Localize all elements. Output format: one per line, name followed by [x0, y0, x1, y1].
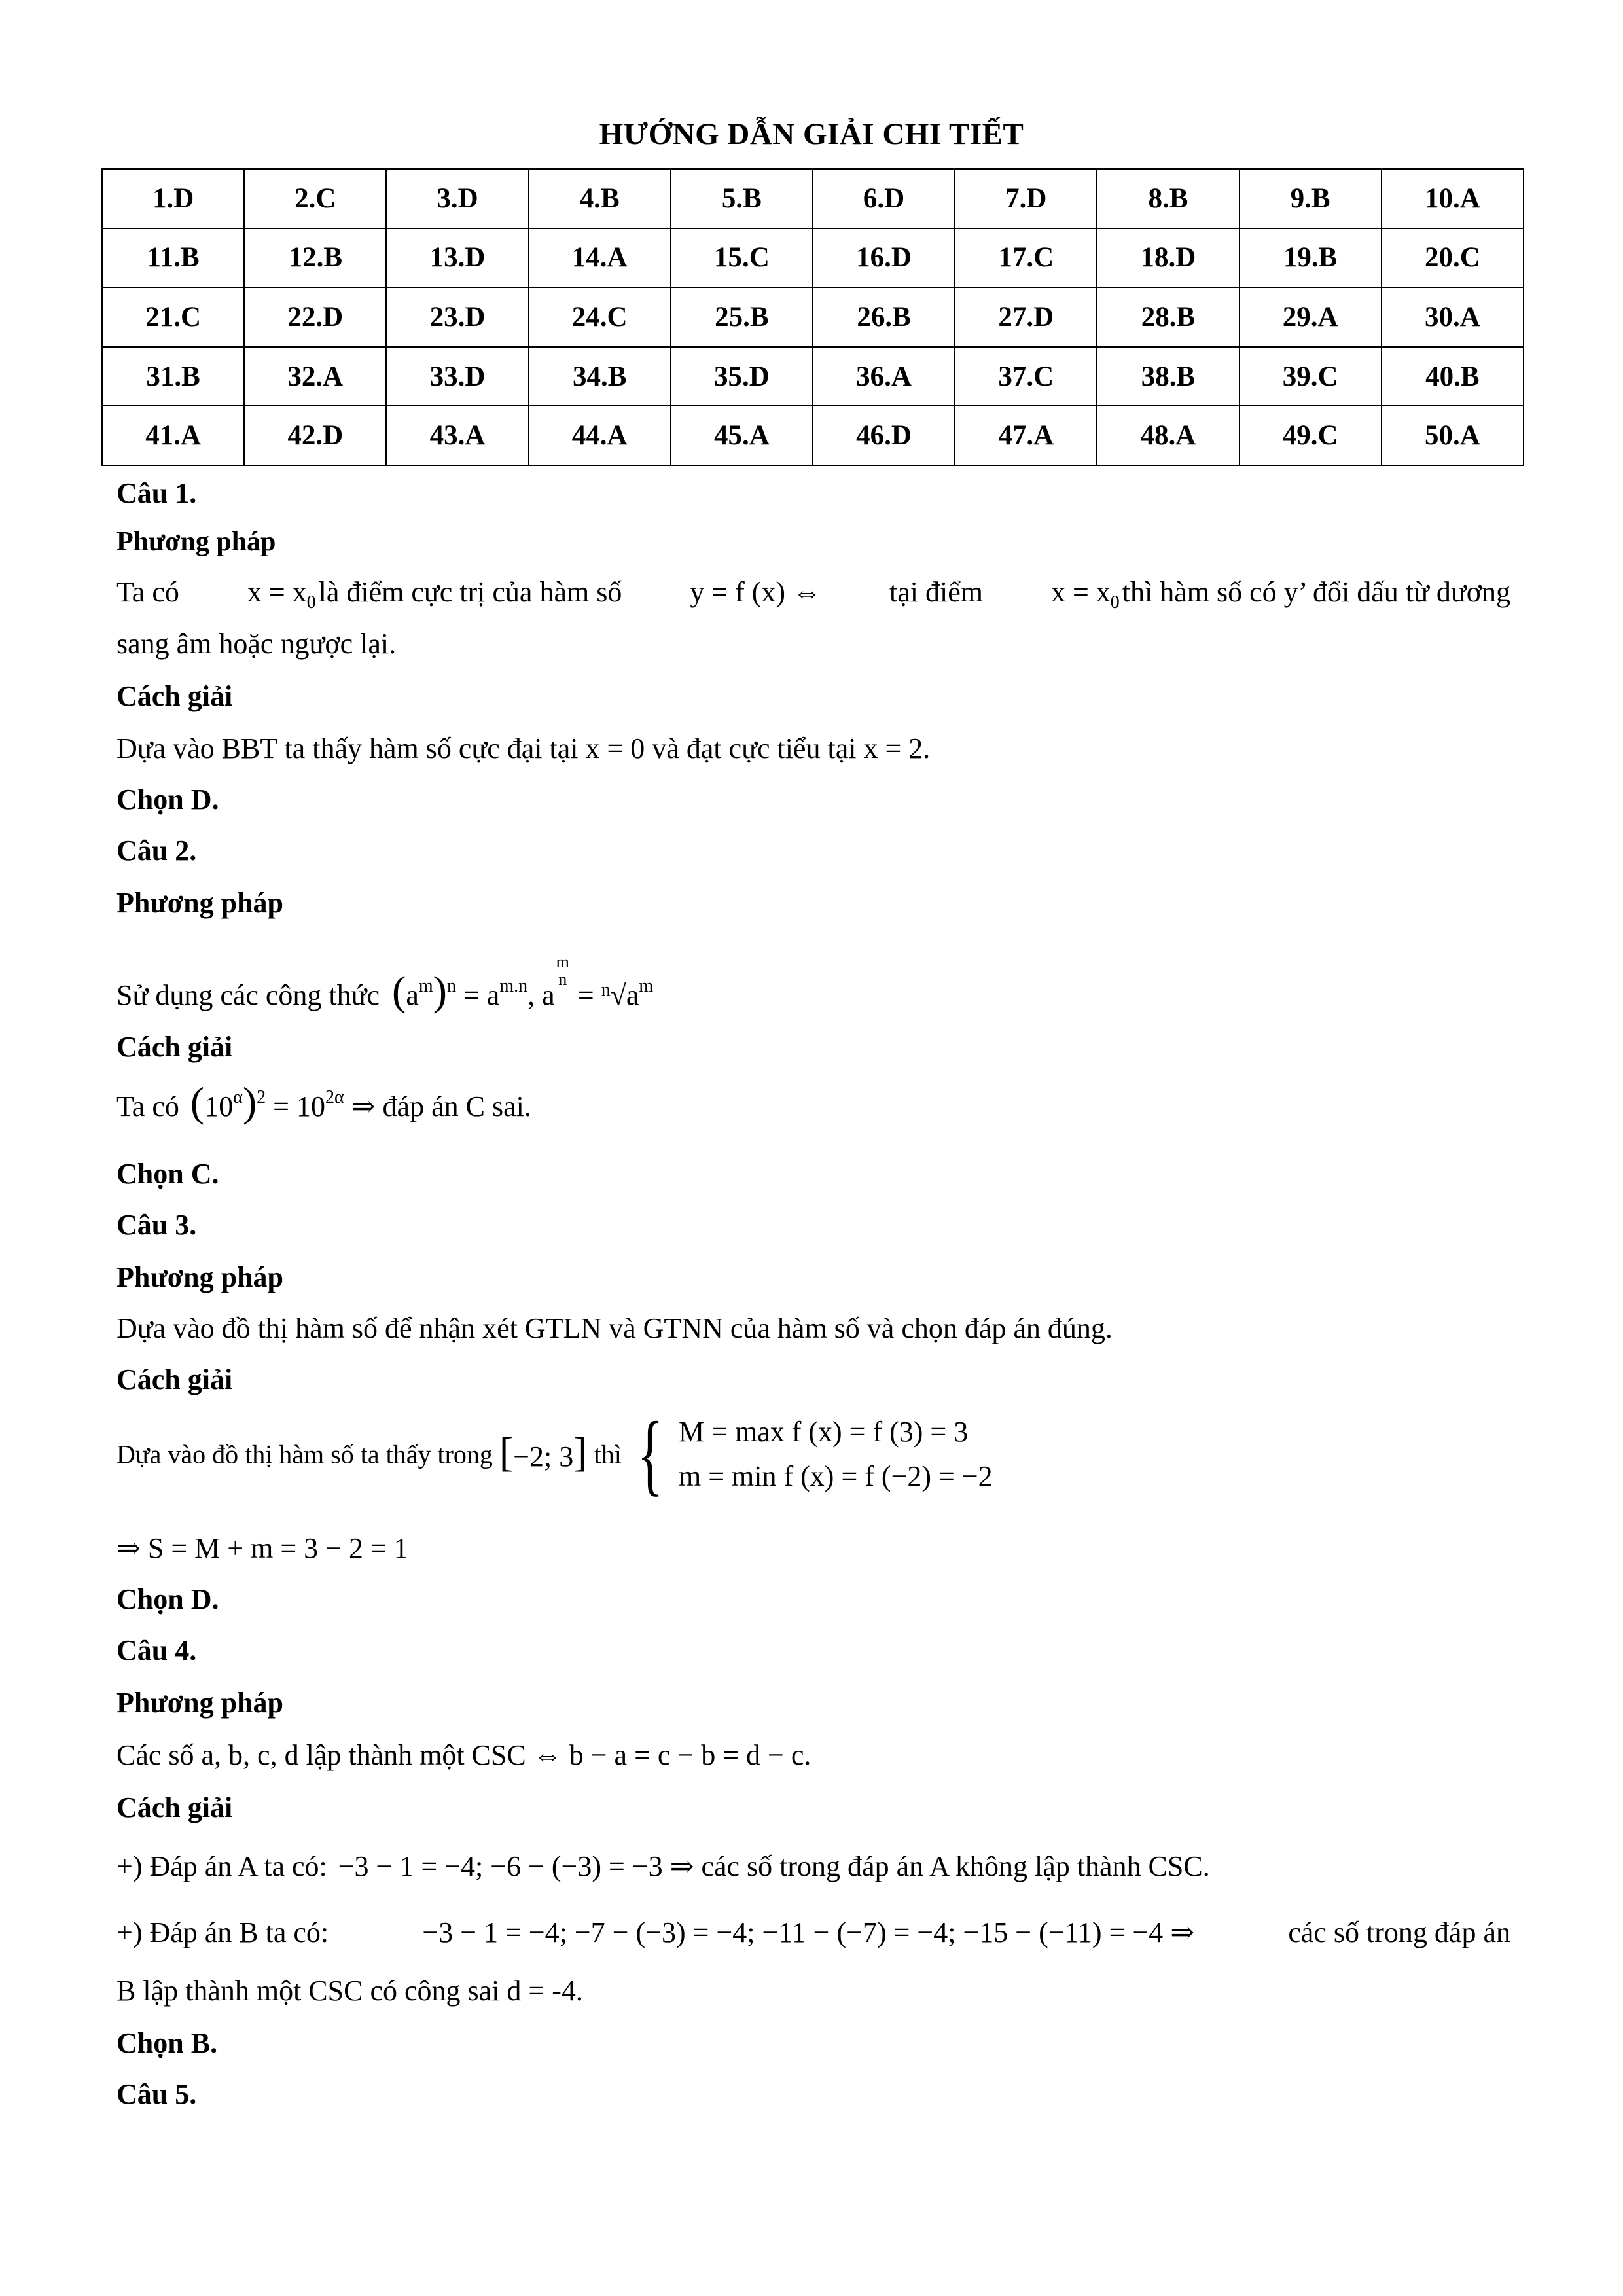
q4-heading: Câu 4. — [116, 1634, 197, 1666]
q1-eq-x0b: $x = x_0thì$ hàm số có y’ đổi dấu từ dương — [1050, 576, 1510, 613]
answer-cell: 4.B — [529, 169, 671, 228]
answer-cell: 41.A — [102, 406, 244, 465]
answer-cell: 45.A — [671, 406, 813, 465]
answer-cell: 31.B — [102, 347, 244, 406]
q1-method-part4: thì hàm số có y’ đổi dấu từ dương — [1122, 576, 1510, 608]
q4-method-label: Phương pháp — [116, 1687, 283, 1719]
q1-method-part2: là điểm cực trị của hàm số — [318, 576, 622, 608]
answer-cell: 10.A — [1382, 169, 1524, 228]
answer-cell: 43.A — [386, 406, 528, 465]
q4-solution-label: Cách giải — [116, 1791, 233, 1823]
answer-cell: 34.B — [529, 347, 671, 406]
q4-sol-a-eq: −3 − 1 = −4; −6 − (−3) = −3 — [338, 1850, 663, 1882]
q1-eq-fx: y = f (x) ⇔ — [690, 576, 822, 608]
page-title: HƯỚNG DẪN GIẢI CHI TIẾT — [599, 117, 1024, 151]
answer-row — [102, 228, 1524, 288]
q4-equiv: ⇔ — [533, 1739, 569, 1771]
answer-cell: 21.C — [102, 287, 244, 347]
answer-row — [102, 169, 1524, 228]
q2-heading: Câu 2. — [116, 834, 197, 867]
q1-eq-x0: $x = x_0là$ điểm cực trị của hàm số — [247, 576, 622, 613]
q3-heading: Câu 3. — [116, 1209, 197, 1241]
q2-method-text — [116, 954, 653, 1012]
q2-solution-text — [116, 1079, 531, 1125]
q1-heading: Câu 1. — [116, 477, 197, 509]
answer-cell: 47.A — [955, 406, 1097, 465]
answer-cell: 29.A — [1240, 287, 1382, 347]
q4-sol-a-post: các số trong đáp án A không lập thành CSC. — [701, 1850, 1210, 1882]
answer-cell: 2.C — [244, 169, 386, 228]
answer-cell: 1.D — [102, 169, 244, 228]
answer-cell: 28.B — [1097, 287, 1239, 347]
q3-result: ⇒ S = M + m = 3 − 2 = 1 — [116, 1532, 408, 1564]
q4-sol-b-post: các số trong đáp án — [1288, 1916, 1510, 1948]
q3-system-line1: M = max f (x) = f (3) = 3 — [679, 1416, 969, 1448]
q2-solution-pre: Ta có — [116, 1090, 179, 1122]
q4-choice: Chọn B. — [116, 2027, 218, 2059]
q4-sol-a-pre: +) Đáp án A ta có: — [116, 1850, 327, 1882]
answer-cell: 9.B — [1240, 169, 1382, 228]
q3-result-text: S = M + m = 3 − 2 = 1 — [147, 1532, 408, 1564]
answer-cell: 13.D — [386, 228, 528, 288]
q2-method-words: Sử dụng các công thức — [116, 979, 380, 1011]
q3-solution-mid: thì — [594, 1439, 622, 1469]
q2-formula: $(a^m)^n = a^{m.n}$, a $\frac{m}{n}$ = $^n√a^m$ — [392, 952, 654, 1014]
answer-row — [102, 287, 1524, 347]
answer-cell: 40.B — [1382, 347, 1524, 406]
answer-table — [101, 168, 1524, 466]
answer-cell: 11.B — [102, 228, 244, 288]
q5-heading: Câu 5. — [116, 2078, 197, 2110]
answer-cell: 5.B — [671, 169, 813, 228]
answer-cell: 15.C — [671, 228, 813, 288]
q2-choice: Chọn C. — [116, 1158, 219, 1190]
answer-cell: 6.D — [813, 169, 955, 228]
answer-cell: 12.B — [244, 228, 386, 288]
q2-eq: $(10^\alpha)^2 = 10^{2\alpha}$ ⇒ — [190, 1079, 376, 1125]
q2-solution-post: đáp án C sai. — [382, 1090, 531, 1122]
q3-interval: [−2; 3] — [499, 1429, 588, 1475]
q4-sol-b-pre: +) Đáp án B ta có: — [116, 1916, 329, 1948]
q2-solution-label: Cách giải — [116, 1031, 233, 1063]
answer-cell: 23.D — [386, 287, 528, 347]
q2-method-label: Phương pháp — [116, 887, 283, 919]
answer-cell: 18.D — [1097, 228, 1239, 288]
q3-system-line2: m = min f (x) = f (−2) = −2 — [679, 1460, 993, 1492]
q3-solution-pre: Dựa vào đồ thị hàm số ta thấy trong — [116, 1439, 493, 1469]
q3-choice: Chọn D. — [116, 1583, 219, 1615]
q1-solution-text: Dựa vào BBT ta thấy hàm số cực đại tại x = 0 và đạt cực tiểu tại x = 2. — [116, 732, 931, 764]
q4-solution-a — [116, 1850, 1210, 1883]
answer-cell: 19.B — [1240, 228, 1382, 288]
answer-cell: 27.D — [955, 287, 1097, 347]
q4-solution-b-cont: B lập thành một CSC có công sai d = -4. — [116, 1975, 583, 2007]
q1-method-part3: tại điểm — [889, 576, 983, 608]
q3-solution-text — [116, 1403, 993, 1505]
q1-solution-label: Cách giải — [116, 680, 233, 712]
answer-cell: 14.A — [529, 228, 671, 288]
answer-cell: 35.D — [671, 347, 813, 406]
q1-choice: Chọn D. — [116, 783, 219, 816]
q4-method-text — [116, 1738, 811, 1772]
answer-cell: 20.C — [1382, 228, 1524, 288]
answer-cell: 42.D — [244, 406, 386, 465]
answer-row — [102, 406, 1524, 465]
answer-cell: 46.D — [813, 406, 955, 465]
q3-method-text: Dựa vào đồ thị hàm số để nhận xét GTLN và GTNN của hàm số và chọn đáp án đúng. — [116, 1312, 1113, 1344]
answer-cell: 49.C — [1240, 406, 1382, 465]
answer-row — [102, 347, 1524, 406]
q4-method-eq: b − a = c − b = d − c. — [569, 1739, 812, 1771]
q4-sol-a-implies: ⇒ — [669, 1850, 694, 1882]
q4-method-pre: Các số a, b, c, d lập thành một CSC — [116, 1739, 526, 1771]
answer-cell: 32.A — [244, 347, 386, 406]
q1-method-part1: Ta có — [116, 576, 179, 608]
answer-cell: 33.D — [386, 347, 528, 406]
q1-method-label: Phương pháp — [116, 527, 276, 557]
answer-cell: 30.A — [1382, 287, 1524, 347]
answer-cell: 26.B — [813, 287, 955, 347]
answer-cell: 38.B — [1097, 347, 1239, 406]
q4-solution-b — [116, 1916, 1510, 1949]
q3-method-label: Phương pháp — [116, 1261, 283, 1293]
answer-cell: 8.B — [1097, 169, 1239, 228]
answer-cell: 16.D — [813, 228, 955, 288]
answer-cell: 39.C — [1240, 347, 1382, 406]
q3-system: { M = max f (x) = f (3) = 3 m = min f (x) = f (−2) = −2 — [637, 1403, 993, 1505]
q3-solution-label: Cách giải — [116, 1363, 233, 1395]
answer-cell: 7.D — [955, 169, 1097, 228]
answer-cell: 37.C — [955, 347, 1097, 406]
q1-method-cont: sang âm hoặc ngược lại. — [116, 628, 397, 660]
q1-method-text — [116, 575, 1510, 613]
answer-cell: 48.A — [1097, 406, 1239, 465]
q4-sol-b-eq: −3 − 1 = −4; −7 − (−3) = −4; −11 − (−7) = −4; −15 − (−11) = −4 — [422, 1916, 1164, 1948]
answer-cell: 50.A — [1382, 406, 1524, 465]
answer-cell: 17.C — [955, 228, 1097, 288]
answer-cell: 44.A — [529, 406, 671, 465]
q4-sol-b-eq-wrap: −3 − 1 = −4; −7 − (−3) = −4; −11 − (−7) = −4; −15 − (−11) = −4 ⇒ — [422, 1916, 1195, 1948]
answer-cell: 25.B — [671, 287, 813, 347]
answer-cell: 36.A — [813, 347, 955, 406]
answer-cell: 24.C — [529, 287, 671, 347]
answer-cell: 22.D — [244, 287, 386, 347]
answer-cell: 3.D — [386, 169, 528, 228]
